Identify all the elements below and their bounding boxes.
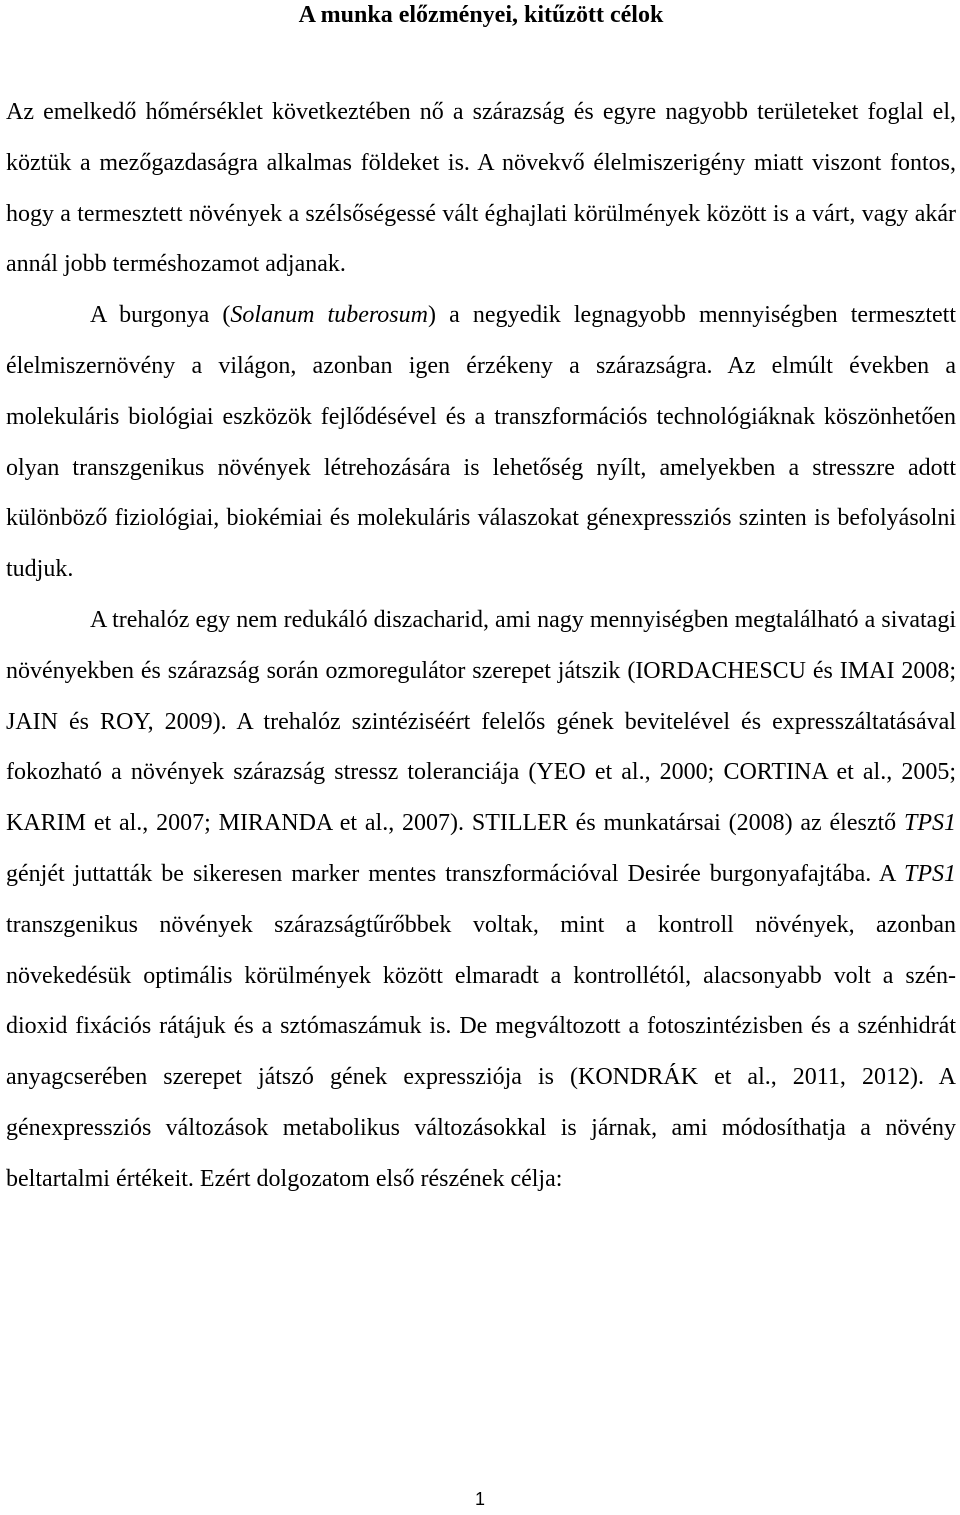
page-number: 1 [474,1489,485,1509]
paragraph-3-part-2: génjét juttatták be sikeresen marker mentes transzformációval Desirée burgonyafajtába. A [6,860,904,887]
paragraph-3-part-3: transzgenikus növények szárazságtűrőbbek voltak, mint a kontroll növények, azonban növekedésük optimális körülmények között elmaradt a kontrollétól, alacsonyabb volt a szén-dioxid fixációs rátájuk és a sztómaszámuk is. De megváltozott a fotoszintézisben és a szénhidrát anyagcserében szerepet játszó gének expressziója is (KONDRÁK et al., 2011, 2012). A génexpressziós változások metabolikus változásokkal is járnak, ami módosíthatja a növény beltartalmi értékeit. Ezért dolgozatom első részének célja: [6,911,956,1192]
page-title: A munka előzményei, kitűzött célok [298,2,664,28]
paragraph-3 [6,595,956,1205]
gene-name-2: TPS1 [903,860,956,887]
document-page [6,0,956,1192]
gene-name-1: TPS1 [903,810,956,837]
paragraph-2-rest: ) a negyedik legnagyobb mennyiségben termesztett élelmiszernövény a világon, azonban igen érzékeny a szárazságra. Az elmúlt években a molekuláris biológiai eszközök fejlődésével és a transzformációs technológiáknak köszönhetően olyan transzgenikus növények létrehozására is lehetőség nyílt, amelyekben a stresszre adott különböző fiziológiai, biokémiai és molekuláris válaszokat génexpressziós szinten is befolyásolni tudjuk. [6,302,956,583]
paragraph-1: Az emelkedő hőmérséklet következtében nő a szárazság és egyre nagyobb területeket foglal el, köztük a mezőgazdaságra alkalmas földeket is. A növekvő élelmiszerigény miatt viszont fontos, hogy a termesztett növények a szélsőségessé vált éghajlati körülmények között is a várt, vagy akár annál jobb terméshozamot adjanak. [6,99,956,278]
body-text [6,87,956,1205]
species-name: Solanum tuberosum [230,302,428,329]
paragraph-3-part-1: A trehalóz egy nem redukáló diszacharid, ami nagy mennyiségben megtalálható a sivatagi növényekben és szárazság során ozmoregulátor szerepet játszik (IORDACHESCU és IMAI 2008; JAIN és ROY, 2009). A trehalóz szintéziséért felelős gének bevitelével és expresszáltatásával fokozható a növények szárazság stressz toleranciája (YEO et al., 2000; CORTINA et al., 2005; KARIM et al., 2007; MIRANDA et al., 2007). STILLER és munkatársai (2008) az élesztő [6,606,956,837]
paragraph-2-lead: A burgonya ( [90,302,231,329]
paragraph-2 [6,290,956,595]
